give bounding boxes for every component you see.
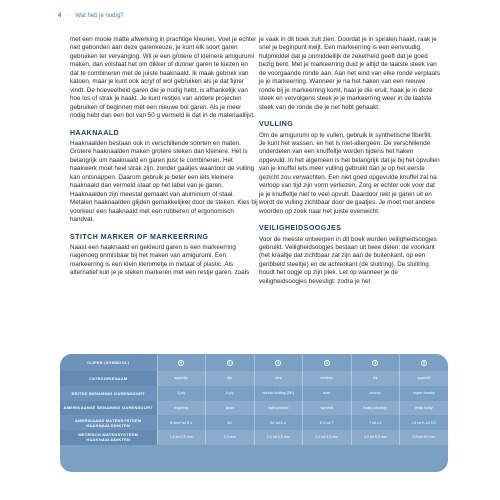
table-row	[60, 401, 448, 416]
table-header-row	[60, 354, 448, 371]
table-cell: worsted	[303, 401, 352, 416]
table-cell: 4-ply	[206, 386, 255, 401]
table-cell: superdik	[400, 371, 449, 386]
table-cell: 5,5 tot 6,5 mm	[400, 430, 449, 445]
table-cell: 2,5 tot 3,5 mm	[254, 430, 303, 445]
symbol-3: 3	[324, 360, 330, 366]
haaknaald-paragraph: Haaknaalden bestaan ook in verschillende soorten en maten. Grotere haaknaalden maken grotere steken dan kleinere. Het is belangrijk om haaknaald en garen juist te combineren. Het haakwerk moet heel strak zijn, zonder gaatjes waardoor de vulling kan ontsnappen. Daarom gebruik je beter een iets kleinere haaknaald dan vermeld staat op het label van je garen. Haaknaalden zijn meestal gemaakt van aluminium of staal. Metalen haaknaalden glijden gemakkelijker door de steken. Kies bij voorkeur een haaknaald met een rubberen of ergonomisch handvat.	[70, 139, 258, 224]
yarn-symbol	[254, 354, 303, 371]
right-column	[259, 36, 440, 286]
section-title: Wat heb je nodig?	[75, 13, 124, 19]
row-label: BRITSE BENAMING GARENSOORT	[60, 386, 157, 401]
table-cell: superfijn	[157, 371, 206, 386]
table-cell: E-4 tot 7	[303, 415, 352, 430]
haaknaald-heading: HAAKNAALD	[70, 129, 120, 137]
table-cell: B1 tot E-4	[254, 415, 303, 430]
left-column	[70, 36, 258, 278]
veiligheidsoogjes-paragraph: Voor de meeste ontwerpen in dit boek worden veiligheidsoogjes gebruikt. Veiligheidsoogjes bestaan uit twee delen: de voorkant (het kraaltje dat zichtbaar zal zijn aan de buitenkant, op een geribbeld steeltje) en de achterkant (de sluitring). De sluitring houdt het oogje op zijn plek. Let op wanneer je de veiligheidsoogjes bevestigt: zodra je het	[259, 235, 437, 285]
table-cell: super chunky	[413, 391, 435, 396]
table-cell: 1,5 tot 2,5 mm	[157, 430, 206, 445]
header-separator: ·	[67, 13, 70, 19]
row-label: AMERIKAANSE BENAMING GARENSOORT	[60, 401, 157, 416]
symbol-1: 1	[227, 360, 233, 366]
symbol-0: 0	[178, 360, 184, 366]
stitch-marker-paragraph: Naast een haaknaald en gekleurd garen is een markeerring nagenoeg onmisbaar bij het maken van amigurumi. Een markeerring is een klein klemmetje in metaal of plastic. Als alternatief kun je je steken markeren met een restje garen, zoals	[70, 243, 250, 277]
stitch-marker-heading: STITCH MARKER OF MARKEERRING	[70, 233, 209, 241]
table-cell: bulky (chunky)	[351, 401, 400, 416]
table-cell: light worsted	[254, 401, 303, 416]
page-header	[58, 13, 124, 19]
yarn-symbol	[351, 354, 400, 371]
table-cell: 3,5 tot 4,5 mm	[303, 430, 352, 445]
table-row	[60, 386, 448, 401]
row-label: CATEGORIENAAM	[60, 371, 157, 386]
page-number: 4	[58, 13, 62, 19]
table-cell: I-9 tot K-10 1/2	[412, 420, 436, 425]
table-cell: 3-ply	[157, 386, 206, 401]
yarn-symbol	[157, 354, 206, 371]
table-row	[60, 371, 448, 386]
table-cell: licht	[254, 371, 303, 386]
row-label: METRISCH MATENSYSTEEM HAAKNAALDDIKTEN	[60, 430, 157, 445]
table-cell: sport	[206, 401, 255, 416]
table-cell: 7 tot I-9	[351, 415, 400, 430]
vulling-heading: VULLING	[259, 121, 294, 129]
table-cell: double knitting (DK)	[254, 386, 303, 401]
stitch-marker-continued: je vaak in dit boek zult zien. Doordat je in spiralen haakt, raak je snel je beginpunt kwijt. Een markeerring is een eenvoudig hulpmiddel dat je onmiddellijk de zekerheid geeft dat je goed bezig bent. Met je markeerring duid je altijd de laatste steek van de voorgaande ronde aan. Aan het eind van elke ronde verplaats je je markeerring. Wanneer je na het haken van een nieuwe ronde bij je markeerring komt, haal je die eruit, haak je in deze steek en vervolgens steek je je markeerring weer in de laatste steek van de ronde die je net hebt gehaakt.	[259, 36, 440, 111]
vulling-paragraph: Om de amigurumi op te vullen, gebruik ik synthetische fiberfill. Je kunt het wassen, en het is niet-allergeen. De verschillende onderdelen van een knuffeltje worden tijdens het haken opgevuld. In het algemeen is het belangrijk dat je bij het opvullen van je knuffel iets meer vulling gebruikt dan je op het eerste gezicht zou verwachten. Een niet goed opgevulde knuffel zal na verloop van tijd zijn vorm verliezen. Zorg er echter ook voor dat je je knuffeltje niet te veel opvult. Daardoor rekt je garen uit en wordt de vulling zichtbaar door de gaatjes. Je moet met andere woorden op zoek naar het juiste evenwicht.	[259, 131, 440, 215]
table-cell: chunky	[351, 386, 400, 401]
yarn-symbol	[400, 354, 449, 371]
table-row	[60, 415, 448, 430]
intro-paragraph: met een mooie matte afwerking in prachtige kleuren. Voel je echter niet gebonden aan deze garenkeuze, je kunt elk soort garen gebruiken ter vervanging. Wil je een grotere of kleinere amigurumi maken, dan volstaat het om dikker of dunner garen te kiezen en dat te combineren met de juiste haaknaald. Ik maak gebruik van katoen, maar je kunt ook acryl of wol gebruiken als je dat fijner vindt. De hoeveelheid garen die je nodig hebt, is afhankelijk van hoe los of strak je haakt. Je kunt restjes van andere projecten gebruiken of beginnen met een nieuwe bol garen. Als je meer nodig hebt dan een bol van 50 g vermeld ik dat in de materiaallijst.	[70, 36, 257, 120]
table-cell: B1	[206, 415, 255, 430]
yarn-symbol	[303, 354, 352, 371]
table-cell: 2,5 mm	[206, 430, 255, 445]
table-cell: 4,5 tot 5,5 mm	[351, 430, 400, 445]
table-cell: extra bulky	[400, 401, 449, 416]
yarn-symbol	[206, 354, 255, 371]
table-cell: fingering	[157, 401, 206, 416]
table-cell: dik	[351, 371, 400, 386]
table-cell: fijn	[206, 371, 255, 386]
yarn-size-table	[60, 354, 448, 472]
table-cell: B steel tot B-1	[157, 415, 206, 430]
symbol-4: 4	[372, 360, 378, 366]
table-row	[60, 430, 448, 445]
table-header-label: CIJFER (SYMBOOL)	[60, 354, 157, 371]
row-label: AMERIKAANS MATENSYSTEEM HAAKNAALDDIKTEN	[60, 415, 157, 430]
veiligheidsoogjes-heading: VEILIGHEIDSOOGJES	[259, 225, 342, 233]
symbol-5: 5	[421, 360, 427, 366]
table-cell: aran	[303, 386, 352, 401]
symbol-2: 2	[275, 360, 281, 366]
table-cell: medium	[303, 371, 352, 386]
